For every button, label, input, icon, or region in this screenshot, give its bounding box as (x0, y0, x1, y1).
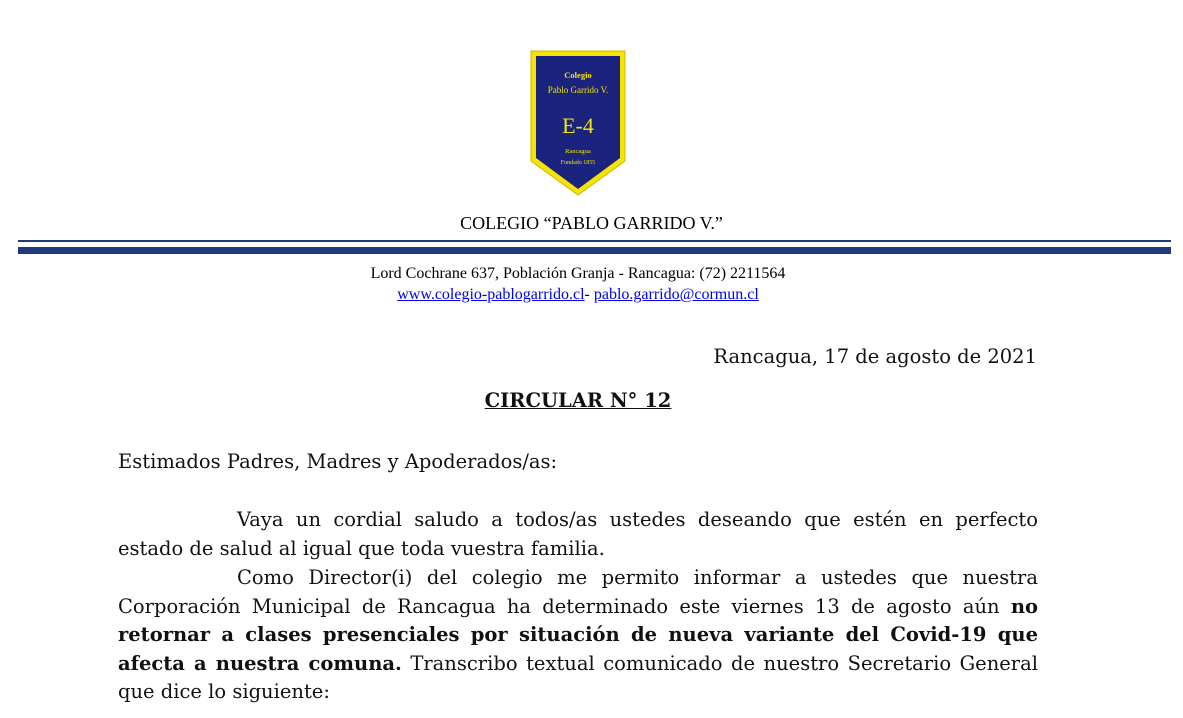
header-divider-thin (18, 240, 1171, 242)
logo-line2: Pablo Garrido V. (547, 85, 609, 95)
paragraph-2-intro: Como Director(i) del colegio me permito informar a ustedes que nuestra Corporación Municipal de Rancagua ha determinado este viernes 13 de agosto aún (118, 566, 1038, 618)
school-address: Lord Cochrane 637, Población Granja - Rancagua: (72) 2211564 (370, 265, 786, 282)
school-name: COLEGIO “PABLO GARRIDO V.” (460, 213, 723, 233)
logo-founded: Fundado 1855 (560, 160, 596, 166)
paragraph-2-emphasis: no retornar a clases presenciales por situación de nueva variante del Covid-19 que afecta a nuestra comuna. (118, 594, 1038, 675)
paragraph-1: Vaya un cordial saludo a todos/as ustedes deseando que estén en perfecto estado de salud al igual que toda vuestra familia. (118, 508, 1038, 560)
circular-title: CIRCULAR N° 12 (484, 389, 672, 412)
letter-greeting: Estimados Padres, Madres y Apoderados/as: (118, 450, 558, 473)
website-link[interactable]: www.colegio-pablogarrido.cl (397, 286, 585, 303)
contact-separator: - (584, 286, 590, 303)
email-link[interactable]: pablo.garrido@cormun.cl (593, 286, 759, 303)
paragraph-2-outro: Transcribo textual comunicado de nuestro Secretario General que dice lo siguiente: (118, 651, 1038, 703)
contact-line (0, 285, 1156, 305)
header-divider-thick (18, 247, 1171, 254)
paragraph-2 (118, 564, 1038, 707)
logo-city: Rancagua (565, 148, 591, 155)
school-crest-logo (529, 49, 627, 197)
logo-code: E-4 (562, 113, 594, 138)
logo-line1: Colegio (564, 70, 592, 80)
letter-date: Rancagua, 17 de agosto de 2021 (713, 345, 1037, 368)
